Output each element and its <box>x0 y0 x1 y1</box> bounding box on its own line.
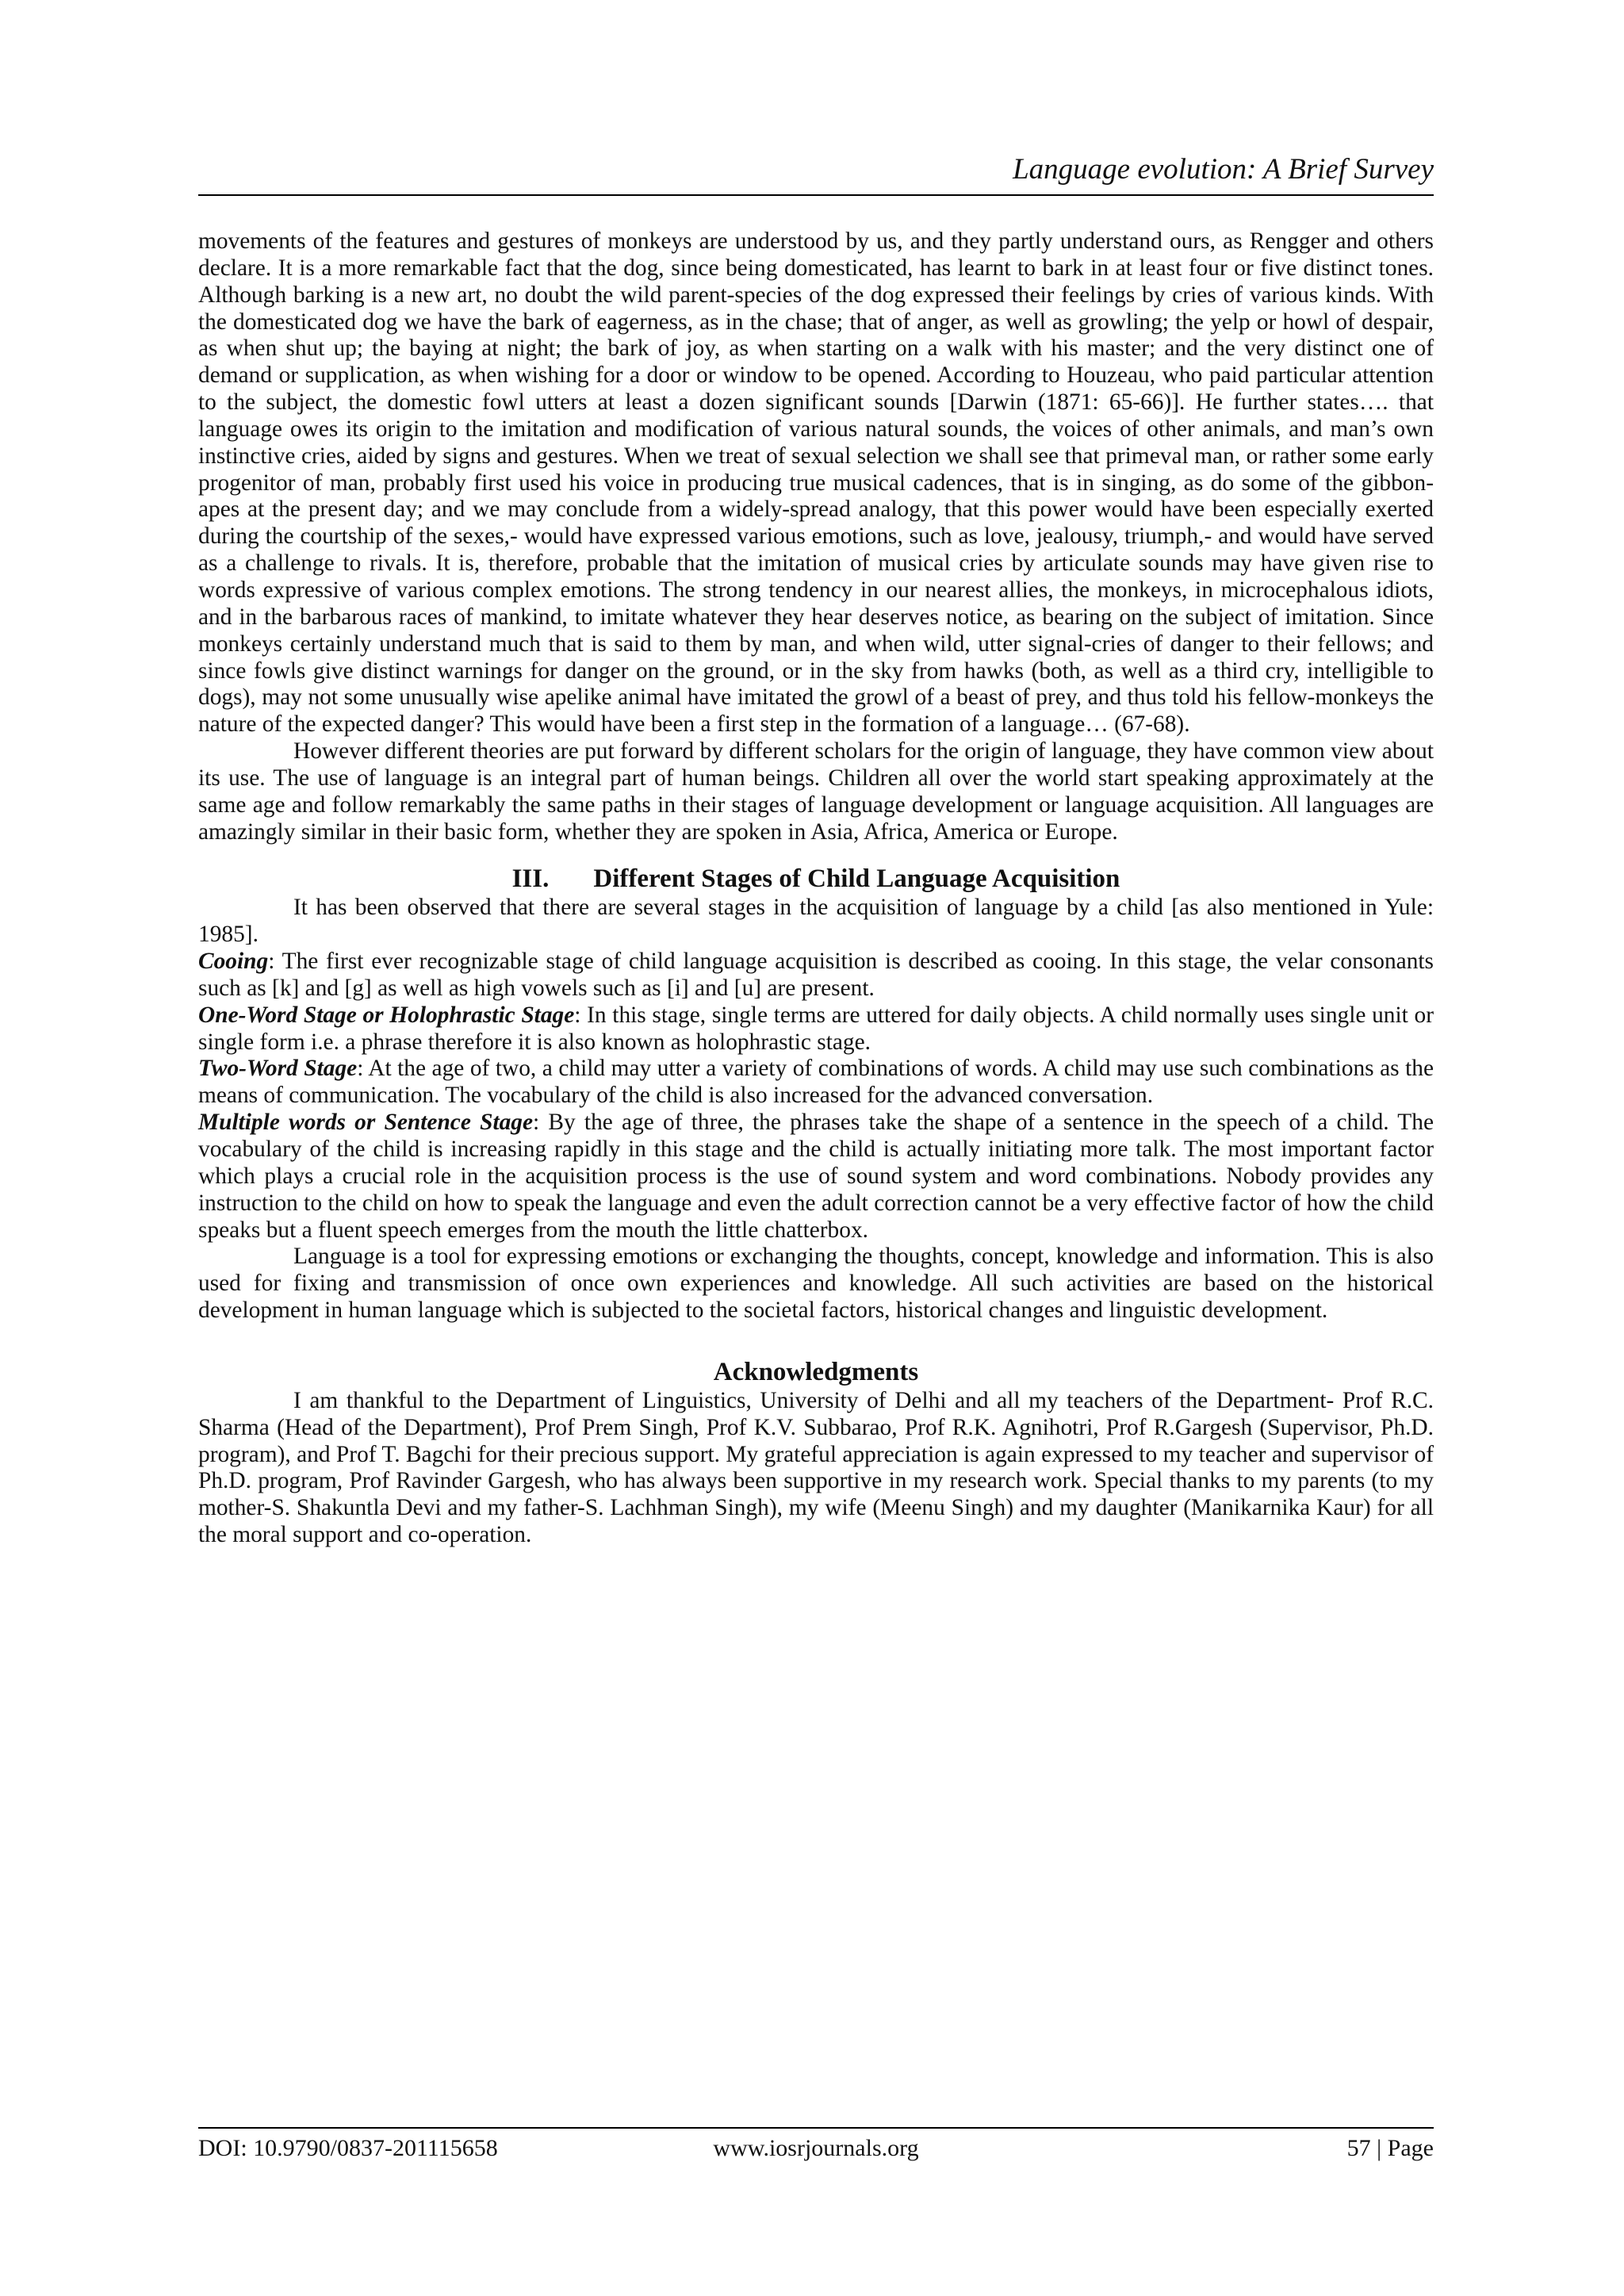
footer-rule <box>198 2127 1434 2129</box>
journal-page <box>198 151 1434 2229</box>
section-intro: It has been observed that there are several stages in the acquisition of language by a child [as also mentioned in Yule: 1985]. <box>198 895 1434 948</box>
article-body <box>198 228 1434 1549</box>
stage-term: One-Word Stage or Holophrastic Stage <box>198 1002 575 1028</box>
section-closing: Language is a tool for expressing emotions or exchanging the thoughts, concept, knowledge and information. This is also used for fixing and transmission of once own experiences and knowledge. All such activities are based on the historical development in human language which is subjected to the societal factors, historical changes and linguistic development. <box>198 1244 1434 1324</box>
section-heading <box>198 863 1434 895</box>
acknowledgments-heading: Acknowledgments <box>713 1357 919 1386</box>
header-rule <box>198 194 1434 196</box>
footer-doi: DOI: 10.9790/0837-201115658 <box>198 2135 498 2161</box>
stage-term: Two-Word Stage <box>198 1056 358 1082</box>
stage-term: Cooing <box>198 949 269 975</box>
running-title: Language evolution: A Brief Survey <box>1013 153 1434 186</box>
footer-website: www.iosrjournals.org <box>713 2135 919 2161</box>
section-number: III. <box>511 864 550 894</box>
paragraph-language-use: However different theories are put forward by different scholars for the origin of language, they have common view about its use. The use of language is an integral part of human beings. Children all over the world start speaking approximately at the same age and follow remarkably the same paths in their stages of language development or language acquisition. All languages are amazingly similar in their basic form, whether they are spoken in Asia, Africa, America or Europe. <box>198 738 1434 845</box>
stage-description: : At the age of two, a child may utter a variety of combinations of words. A child may use such combinations as the means of communication. The vocabulary of the child is also increased for the advanced conversation. <box>198 1056 1434 1109</box>
footer-page-number: 57 | Page <box>1346 2135 1434 2161</box>
stage-term: Multiple words or Sentence Stage <box>198 1110 534 1136</box>
stage-description: : In this stage, single terms are uttered for daily objects. A child normally uses single unit or single form i.e. a phrase therefore it is also known as holophrastic stage. <box>198 1002 1434 1055</box>
stage-multiple-words <box>198 1110 1434 1244</box>
stage-two-word <box>198 1056 1434 1110</box>
stage-description: : By the age of three, the phrases take the shape of a sentence in the speech of a child. The vocabulary of the child is increasing rapidly in this stage and the child is actually initiating more talk. The most important factor which plays a crucial role in the acquisition process is the use of sound system and word combinations. Nobody provides any instruction to the child on how to speak the language and even the adult correction cannot be a very effective factor of how the child speaks but a fluent speech emerges from the mouth the little chatterbox. <box>198 1110 1434 1243</box>
stage-cooing <box>198 949 1434 1002</box>
paragraph-darwin-quote: movements of the features and gestures of monkeys are understood by us, and they partly understand ours, as Rengger and others declare. It is a more remarkable fact that the dog, since being domesticated, has learnt to bark in at least four or five distinct tones. Although barking is a new art, no doubt the wild parent-species of the dog expressed their feelings by cries of various kinds. With the domesticated dog we have the bark of eagerness, as in the chase; that of anger, as well as growling; the yelp or howl of despair, as when shut up; the baying at night; the bark of joy, as when starting on a walk with his master; and the very distinct one of demand or supplication, as when wishing for a door or window to be opened. According to Houzeau, who paid particular attention to the subject, the domestic fowl utters at least a dozen significant sounds [Darwin (1871: 65-66)]. He further states…. that language owes its origin to the imitation and modification of various natural sounds, the voices of other animals, and man’s own instinctive cries, aided by signs and gestures. When we treat of sexual selection we shall see that primeval man, or rather some early progenitor of man, probably first used his voice in producing true musical cadences, that is in singing, as do some of the gibbon-apes at the present day; and we may conclude from a widely-spread analogy, that this power would have been especially exerted during the courtship of the sexes,- would have expressed various emotions, such as love, jealousy, triumph,- and would have served as a challenge to rivals. It is, therefore, probable that the imitation of musical cries by articulate sounds may have given rise to words expressive of various complex emotions. The strong tendency in our nearest allies, the monkeys, in microcephalous idiots, and in the barbarous races of mankind, to imitate whatever they hear deserves notice, as bearing on the subject of imitation. Since monkeys certainly understand much that is said to them by man, and when wild, utter signal-cries of danger to their fellows; and since fowls give distinct warnings for danger on the ground, or in the sky from hawks (both, as well as a third cry, intelligible to dogs), may not some unusually wise apelike animal have imitated the growl of a beast of prey, and thus told his fellow-monkeys the nature of the expected danger? This would have been a first step in the formation of a language… (67-68). <box>198 228 1434 738</box>
acknowledgments-text: I am thankful to the Department of Linguistics, University of Delhi and all my teachers of the Department- Prof R.C. Sharma (Head of the Department), Prof Prem Singh, Prof K.V. Subbarao, Prof R.K. Agnihotri, Prof R.Gargesh (Supervisor, Ph.D. program), and Prof T. Bagchi for their precious support. My grateful appreciation is again expressed to my teacher and supervisor of Ph.D. program, Prof Ravinder Gargesh, who has always been supportive in my research work. Special thanks to my parents (to my mother-S. Shakuntla Devi and my father-S. Lachhman Singh), my wife (Meenu Singh) and my daughter (Manikarnika Kaur) for all the moral support and co-operation. <box>198 1387 1434 1548</box>
stage-description: : The first ever recognizable stage of child language acquisition is described as cooing. In this stage, the velar consonants such as [k] and [g] as well as high vowels such as [i] and [u] are present. <box>198 949 1434 1001</box>
section-title: Different Stages of Child Language Acquisition <box>593 864 1120 894</box>
stage-one-word <box>198 1002 1434 1056</box>
